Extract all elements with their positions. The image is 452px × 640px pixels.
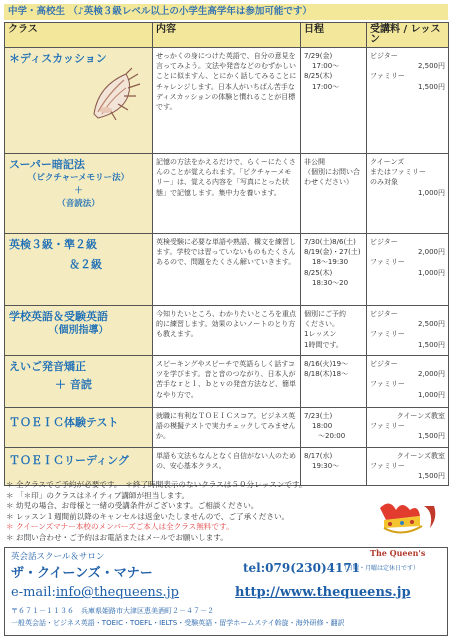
fee-label: クイーンズ教室: [396, 412, 445, 420]
note-text: 全クラスでご予約が必要です。 ＊終了時間表示のないクラスは５０分レッスンです。: [16, 480, 307, 489]
school-type: 英会話スクール＆サロン: [11, 552, 105, 562]
class-dates: [301, 154, 367, 234]
queens-logo-icon: [350, 498, 446, 554]
date-line: 17:00〜: [312, 82, 340, 91]
school-name: ザ・クイーンズ・マナー: [11, 566, 153, 581]
schedule-table: [4, 22, 449, 486]
date-line: 8/19(金)・27(土): [304, 248, 361, 257]
note-star: ＊: [6, 511, 14, 521]
email-line: [11, 585, 179, 600]
note-star: ＊: [6, 522, 14, 532]
note-text: レッスン１週間前以降のキャンセルは返金いたしませんので、ご了承ください。: [16, 511, 290, 521]
website-link[interactable]: http://www.thequeens.jp: [235, 585, 411, 600]
class-cell: [5, 356, 153, 408]
class-description: せっかくの身につけた英語で、自分の意見を言ってみよう。文法や発音などのむずかしいことに似ますん、とにかく話してみることにチャレンジします。日本人がいちばん苦手なディスカッションの体験と慣れることが目標です。: [153, 48, 301, 154]
class-dates: [301, 306, 367, 356]
date-line: 18〜19:30: [312, 258, 349, 267]
fee-label: ビジター: [370, 310, 398, 318]
fee-amount: 1,500円: [417, 472, 445, 481]
class-title: ＊ディスカッション: [9, 52, 107, 65]
fee-label: クイーンズ: [370, 158, 405, 166]
fee-label: ファミリー: [370, 72, 405, 81]
date-line: 8/25(木): [304, 72, 333, 81]
date-line: （個別にお問い合: [304, 168, 360, 177]
website-line: [235, 585, 411, 600]
class-subtitle: （個別指導）: [48, 325, 109, 336]
col-header-fee: 受講料 / レッスン: [367, 23, 449, 48]
fee-amount: 2,500円: [417, 62, 445, 71]
date-line: 17:00〜: [312, 62, 340, 71]
note-star: ＊: [6, 532, 14, 542]
date-line: 8/25(木): [304, 268, 333, 277]
class-title: ＆２級: [69, 258, 102, 271]
phone-number[interactable]: tel:079(230)4171: [243, 561, 361, 575]
class-cell: [5, 154, 153, 234]
class-description: スピーキングやスピーチで英語らしく話すコツを学びます。音と音のつながり、日本人が苦手なｒとｌ、ｂとｖの発音方法など、簡単なやり方で。: [153, 356, 301, 408]
note-text: 「＊印」のクラスはネイティブ講師が担当します。: [16, 490, 190, 500]
date-line: 7/30(土)8/6(土): [304, 238, 356, 246]
date-line: 8/17(水): [304, 452, 333, 460]
date-line: ください。: [304, 320, 339, 329]
email-link[interactable]: info@thequeens.jp: [55, 585, 179, 600]
date-line: 8/18(木)18〜: [304, 370, 349, 379]
fee-amount: 1,000円: [417, 390, 445, 399]
note-star: ＊: [6, 501, 14, 511]
col-header-date: 日程: [301, 23, 367, 48]
class-dates: [301, 408, 367, 448]
table-header-row: [5, 23, 449, 48]
logo-text: The Queen's: [370, 548, 426, 558]
date-line: わせください）: [304, 178, 353, 187]
fee-amount: 2,500円: [417, 320, 445, 329]
date-line: 19:30〜: [312, 462, 340, 471]
email-label: e-mail:: [11, 585, 56, 600]
header-band: 中学・高校生 （♪英検３級レベル以上の小学生高学年は参加可能です）: [4, 4, 448, 20]
fee-label: ファミリー: [370, 462, 405, 471]
date-line: 非公開: [304, 158, 325, 166]
fee-label: ビジター: [370, 52, 398, 60]
course-list: 一般英会話・ビジネス英語・TOEIC・TOEFL・IELTS・受験英語・留学ホームステイ斡旋・海外研修・翻訳: [11, 619, 345, 627]
note-star: ＊: [6, 480, 14, 489]
fee-amount: 2,000円: [417, 248, 445, 257]
class-description: 英検受験に必要な単語や熟語、構文を練習します。学校では習っていないものもたくさんあるので、問題をたくさん解いていきます。: [153, 234, 301, 306]
date-line: 1時間です。: [304, 340, 343, 349]
class-title: えいご発音矯正: [9, 360, 86, 373]
fee-amount: 1,500円: [417, 340, 445, 349]
fee-amount: 1,500円: [417, 82, 445, 91]
class-description: 就職に有利なＴＯＥＩＣスコア。ビジネス英語の模擬テストで実力チェックしてみませんか。: [153, 408, 301, 448]
table-row: [5, 356, 449, 408]
address: 〒６７１－１１３６ 兵庫県姫路市大津区恵美酒町２－４７－２: [11, 607, 214, 615]
date-line: 18:00: [312, 422, 333, 431]
class-cell: [5, 306, 153, 356]
date-line: 7/29(金): [304, 52, 333, 60]
class-subtitle: ＋: [74, 186, 83, 196]
date-line: 1レッスン: [304, 330, 337, 339]
note-text: クイーンズマナー本校のメンバーズご本人は全クラス無料です。: [16, 522, 234, 532]
fee-label: ファミリー: [370, 380, 405, 389]
class-cell: [5, 48, 153, 154]
fee-label: またはファミリー: [370, 168, 426, 177]
class-title: 英検３級・準２級: [9, 238, 97, 251]
date-line: 8/16(火)19〜: [304, 360, 349, 368]
fee-label: クイーンズ教室: [396, 452, 445, 460]
date-line: 〜20:00: [318, 432, 346, 441]
table-row: [5, 306, 449, 356]
class-dates: [301, 48, 367, 154]
fee-label: ビジター: [370, 360, 398, 368]
class-description: 記憶の方法をかえるだけで、らくーにたくさんのことが覚えられます。「ピクチャーメモリー」は、覚える内容を「写真にとった状態」で記憶します。集中力を養います。: [153, 154, 301, 234]
fee-amount: 1,500円: [417, 432, 445, 441]
class-subtitle: （ピクチャーメモリー法）: [27, 173, 130, 183]
fee-label: ビジター: [370, 238, 398, 246]
class-cell: [5, 234, 153, 306]
class-title: ＴＯＥＩＣ体験テスト: [9, 416, 119, 429]
class-title: 学校英語＆受験英語: [9, 310, 108, 323]
fee-label: ファミリー: [370, 258, 405, 267]
class-cell: [5, 408, 153, 448]
table-row: [5, 234, 449, 306]
fee-label: のみ対象: [370, 178, 398, 187]
class-description: 今知りたいところ、わかりたいところを重点的に練習します。効果のよいノートのとり方も教えます。: [153, 306, 301, 356]
col-header-content: 内容: [153, 23, 301, 48]
class-fees: [367, 48, 449, 154]
class-description: 単語も文法もなんとなく自信がない人のための、安心基本クラス。: [153, 448, 301, 486]
date-line: 18:30〜20: [312, 278, 349, 287]
shell-illustration: [88, 66, 144, 124]
phone-note: （日曜・月曜は定休日です）: [341, 565, 420, 572]
fee-label: ファミリー: [370, 422, 405, 431]
note-text: お問い合わせ・ご予約はお電話またはメールでお願いします。: [16, 532, 228, 542]
class-fees: [367, 408, 449, 448]
class-fees: [367, 356, 449, 408]
class-title: ＴＯＥＩＣリーディング: [9, 454, 129, 467]
table-row: [5, 48, 449, 154]
fee-amount: 1,000円: [417, 268, 445, 277]
class-fees: [367, 154, 449, 234]
footer-contact: [4, 547, 448, 636]
class-fees: [367, 234, 449, 306]
date-line: 個別にご予約: [304, 310, 346, 318]
note-star: ＊: [6, 490, 14, 500]
date-line: 7/23(土): [304, 412, 333, 420]
col-header-class: クラス: [5, 23, 153, 48]
class-dates: [301, 234, 367, 306]
class-subtitle: （音読法）: [57, 199, 100, 209]
fee-label: ファミリー: [370, 330, 405, 339]
note-text: 幼児の場合、お母様と一緒の受講条件がございます。ご相談ください。: [16, 501, 259, 511]
table-row: [5, 154, 449, 234]
class-title: ＋ 音読: [55, 378, 92, 391]
class-fees: [367, 306, 449, 356]
class-dates: [301, 356, 367, 408]
note-item: [6, 480, 446, 491]
fee-amount: 1,000円: [417, 188, 445, 197]
fee-amount: 2,000円: [417, 370, 445, 379]
table-row: [5, 408, 449, 448]
class-title: スーパー暗記法: [9, 158, 85, 171]
